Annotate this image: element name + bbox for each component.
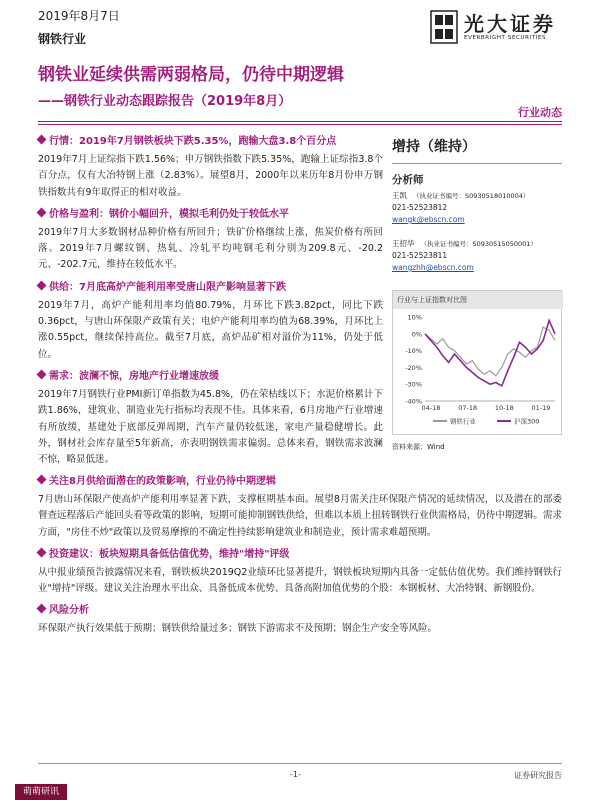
diamond-bullet-icon xyxy=(37,547,47,557)
analyst-phone: 021-52523812 xyxy=(392,203,448,212)
series-line-1 xyxy=(425,320,555,386)
analyst-block xyxy=(392,238,537,274)
industry-label: 钢铁行业 xyxy=(38,32,87,46)
summary-column xyxy=(38,130,383,474)
diamond-bullet-icon xyxy=(37,207,47,217)
report-date: 2019年8月7日 xyxy=(38,9,120,23)
legend-label: 钢铁行业 xyxy=(450,417,476,426)
logo-text: 光大证券 xyxy=(464,12,556,36)
title-divider xyxy=(38,121,562,122)
x-tick-label: 01-19 xyxy=(531,404,551,412)
lower-sections xyxy=(38,470,562,644)
logo-subtext: EVERBRIGHT SECURITIES xyxy=(464,35,547,41)
section-market xyxy=(38,134,383,201)
section-price xyxy=(38,207,383,274)
analyst-cert: （执业证书编号：S0930515050001） xyxy=(420,240,537,248)
analyst-phone: 021-52523811 xyxy=(392,251,448,260)
comparison-chart xyxy=(392,290,562,435)
report-title: 钢铁业延续供需两弱格局，仍待中期逻辑 xyxy=(38,65,344,85)
section-body: 环保限产执行效果低于预期；钢铁供给量过多；钢铁下游需求不及预期；钢企生产安全等风险。 xyxy=(38,623,438,635)
y-tick-label: 10% xyxy=(407,313,422,322)
section-body: 2019年7月钢铁行业PMI新订单指数为45.8%，仍在荣枯线以下；水泥价格累计下跌1.86%，建筑业、制造业先行指标均表现不佳。具体来看，6月房地产行业增速有所放缓，基建处于底部反弹周期，汽车产量仍较低迷，家电产量稳健增长。此外，钢材社会库存量至5年新高，亦表明钢铁需求偏弱。总体来看，钢铁需求波澜不惊，略显低迷。 xyxy=(38,388,383,466)
legend-label: 沪深300 xyxy=(514,417,540,426)
section-body: 2019年7月大多数钢材品种价格有所回升；铁矿价格继续上涨，焦炭价格有所回落。2019年7月螺纹钢、热轧、冷轧平均吨钢毛利分别为209.8元、-20.2元、-202.7元，维持在较低水平。 xyxy=(38,226,383,271)
company-logo xyxy=(430,8,560,50)
y-tick-label: -20% xyxy=(405,363,422,372)
analyst-heading: 分析师 xyxy=(392,174,424,186)
section-heading: 行情：2019年7月钢铁板块下跌5.35%，跑输大盘3.8个百分点 xyxy=(49,136,337,147)
section-heading: 风险分析 xyxy=(49,605,89,617)
section-risk xyxy=(38,603,562,637)
section-investment xyxy=(38,547,562,598)
title-divider-second xyxy=(38,124,562,125)
section-heading: 关注8月供给面潜在的政策影响，行业仍待中期逻辑 xyxy=(49,476,276,487)
section-body: 2019年7月，高炉产能利用率均值80.79%，月环比下跌3.82pct，同比下跌0.36pct，与唐山环保限产政策有关；电炉产能利用率均值为68.39%，月环比上涨0.55pct，继续保持高位。截至7月底，高炉品矿相对溢价为11%，仍处于低位。 xyxy=(38,299,383,360)
y-tick-label: 0% xyxy=(411,330,422,339)
logo-mark-icon xyxy=(430,10,458,44)
analyst-name: 王招华 xyxy=(392,239,415,248)
analyst-email-link[interactable]: wangk@ebscn.com xyxy=(392,215,465,224)
section-demand xyxy=(38,369,383,468)
diamond-bullet-icon xyxy=(37,604,47,614)
footer-label: 证券研究报告 xyxy=(514,771,562,780)
section-heading: 供给：7月底高炉产能利用率受唐山限产影响显著下跌 xyxy=(49,281,286,293)
section-heading: 价格与盈利：钢价小幅回升，模拟毛利仍处于较低水平 xyxy=(49,208,289,220)
section-outlook xyxy=(38,474,562,541)
page-number: -1- xyxy=(290,770,301,779)
diamond-bullet-icon xyxy=(37,135,47,145)
report-type-tag: 行业动态 xyxy=(518,106,562,119)
section-body: 7月唐山环保限产使高炉产能利用率显著下跌，支撑框期基本面。展望8月需关注环保限产情况的延续情况，以及潜在的部委督查远程落后产能回头看等政策的影响，短期可能抑制钢铁供给，但难以本质上扭转钢铁行业供需格局，仍待中期逻辑。需求方面，"房住不炒"政策以及贸易摩擦的不确定性持续影响建筑业和制造业，预计需求难超预期。 xyxy=(38,494,562,538)
y-tick-label: -30% xyxy=(405,380,422,389)
rating-divider xyxy=(392,163,562,164)
section-body: 2019年7月上证综指下跌1.56%；申万钢铁指数下跌5.35%，跑输上证综指3.8个百分点，仅有大冶特钢上涨（2.83%）。展望8月，2000年以来历年8月份申万钢铁指数共有9年取得正的相对收益。 xyxy=(38,154,383,198)
section-heading: 需求：波澜不惊，房地产行业增速放缓 xyxy=(49,370,219,382)
x-tick-label: 10-18 xyxy=(494,404,514,412)
footer-divider xyxy=(38,763,562,764)
diamond-bullet-icon xyxy=(37,475,47,485)
analyst-name: 王凯 xyxy=(392,191,407,200)
chart-title: 行业与上证指数对比图 xyxy=(393,291,563,309)
analyst-email-link[interactable]: wangzhh@ebscn.com xyxy=(392,263,474,272)
x-tick-label: 07-18 xyxy=(458,404,478,412)
section-body: 从中报业绩预告披露情况来看，钢铁板块2019Q2业绩环比显著提升，钢铁板块短期内具备一定低估值优势。我们维持钢铁行业"增持"评级。建议关注治理水平出众、具备低成本优势、具备高附加值优势的个股：本钢板材、大冶特钢、新钢股份。 xyxy=(38,566,562,595)
report-subtitle: ——钢铁行业动态跟踪报告（2019年8月） xyxy=(38,94,292,109)
analyst-block xyxy=(392,190,529,226)
section-supply xyxy=(38,280,383,363)
analyst-cert: （执业证书编号：S0930518010004） xyxy=(413,192,530,200)
y-tick-label: -40% xyxy=(405,397,422,406)
x-tick-label: 04-18 xyxy=(421,404,441,412)
diamond-bullet-icon xyxy=(37,370,47,380)
diamond-bullet-icon xyxy=(37,280,47,290)
chart-source: 资料来源：Wind xyxy=(392,443,445,451)
watermark-stamp: 萌萌研讯 xyxy=(15,784,67,800)
section-heading: 投资建议：板块短期具备低估值优势，维持"增持"评级 xyxy=(49,548,290,560)
y-tick-label: -10% xyxy=(405,347,422,356)
rating-label: 增持（维持） xyxy=(392,139,476,155)
chart-plot xyxy=(393,309,561,434)
